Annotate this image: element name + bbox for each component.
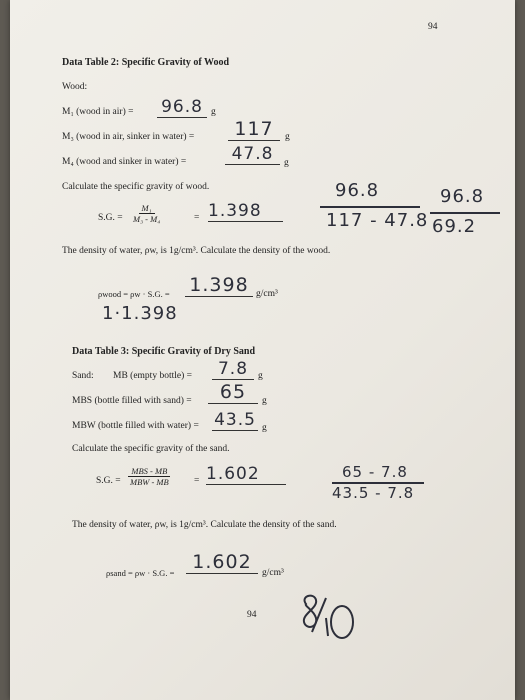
mbw-unit: g [262, 423, 267, 433]
table3-rho-unit: g/cm³ [262, 568, 284, 578]
table2-rho-unit: g/cm³ [256, 289, 278, 299]
table2-rho-formula: ρwood = ρw · S.G. = [98, 289, 170, 299]
table2-formula-denominator: M₃ - M₄ [133, 214, 161, 224]
table2-sg-value: 1.398 [208, 201, 283, 222]
table3-rho-value: 1.602 [186, 551, 258, 574]
table2-work1-numerator: 96.8 [335, 180, 380, 201]
m1-unit: g [211, 107, 216, 117]
table3-sg-fraction [127, 466, 172, 487]
table2-density-instruction: The density of water, ρw, is 1g/cm³. Calculate the density of the wood. [62, 246, 331, 256]
table2-work2-fraction-bar [430, 212, 500, 214]
table2-formula-numerator: M₁ [139, 203, 155, 214]
page-number-bottom: 94 [247, 610, 257, 620]
table3-equals: = [194, 476, 200, 486]
table3-sg-label: S.G. = [96, 476, 121, 486]
table2-work2-denominator: 69.2 [432, 216, 477, 237]
table2-rho-work: 1·1.398 [102, 303, 178, 324]
table2-work2-numerator: 96.8 [440, 186, 485, 207]
m4-value: 47.8 [225, 144, 280, 165]
table2-sg-fraction [130, 203, 163, 224]
table3-calc-instruction: Calculate the specific gravity of the sand. [72, 444, 230, 454]
m3-label: M₃ (wood in air, sinker in water) = [62, 132, 195, 142]
table3-density-instruction: The density of water, ρw, is 1g/cm³. Calculate the density of the sand. [72, 520, 337, 530]
table3-sg-value: 1.602 [206, 464, 286, 485]
score-digit-one [326, 618, 328, 636]
mbs-value: 65 [208, 381, 258, 404]
score-digit-eight [304, 596, 316, 627]
m1-value: 96.8 [157, 97, 207, 118]
table2-sg-label: S.G. = [98, 213, 123, 223]
mbw-value: 43.5 [212, 410, 258, 431]
table2-rho-value: 1.398 [185, 274, 253, 297]
table3-formula-numerator: MBS - MB [128, 466, 170, 477]
table3-work-denominator: 43.5 - 7.8 [332, 484, 415, 502]
m4-unit: g [284, 158, 289, 168]
m3-value: 117 [228, 118, 280, 141]
mb-value: 7.8 [212, 359, 254, 380]
m1-label: M₁ (wood in air) = [62, 107, 134, 117]
mbw-label: MBW (bottle filled with water) = [72, 421, 199, 431]
table2-equals: = [194, 213, 200, 223]
mbs-label: MBS (bottle filled with sand) = [72, 396, 192, 406]
worksheet-page [10, 0, 515, 700]
mb-label: MB (empty bottle) = [113, 371, 192, 381]
table3-sand-label: Sand: [72, 371, 94, 381]
table2-wood-label: Wood: [62, 82, 88, 92]
table2-calc-instruction: Calculate the specific gravity of wood. [62, 182, 210, 192]
score-digit-zero [331, 606, 353, 638]
m4-label: M₄ (wood and sinker in water) = [62, 157, 187, 167]
m3-unit: g [285, 132, 290, 142]
table2-title: Data Table 2: Specific Gravity of Wood [62, 57, 230, 68]
mbs-unit: g [262, 396, 267, 406]
mb-unit: g [258, 371, 263, 381]
score-mark [292, 588, 364, 650]
table2-work1-fraction-bar [320, 206, 420, 208]
table3-formula-denominator: MBW - MB [130, 477, 169, 487]
page-number-top: 94 [428, 22, 438, 32]
table2-work1-denominator: 117 - 47.8 [326, 210, 429, 231]
table3-rho-formula: ρsand = ρw · S.G. = [106, 568, 175, 578]
table3-title: Data Table 3: Specific Gravity of Dry Sand [72, 346, 256, 357]
table3-work-numerator: 65 - 7.8 [342, 463, 408, 481]
